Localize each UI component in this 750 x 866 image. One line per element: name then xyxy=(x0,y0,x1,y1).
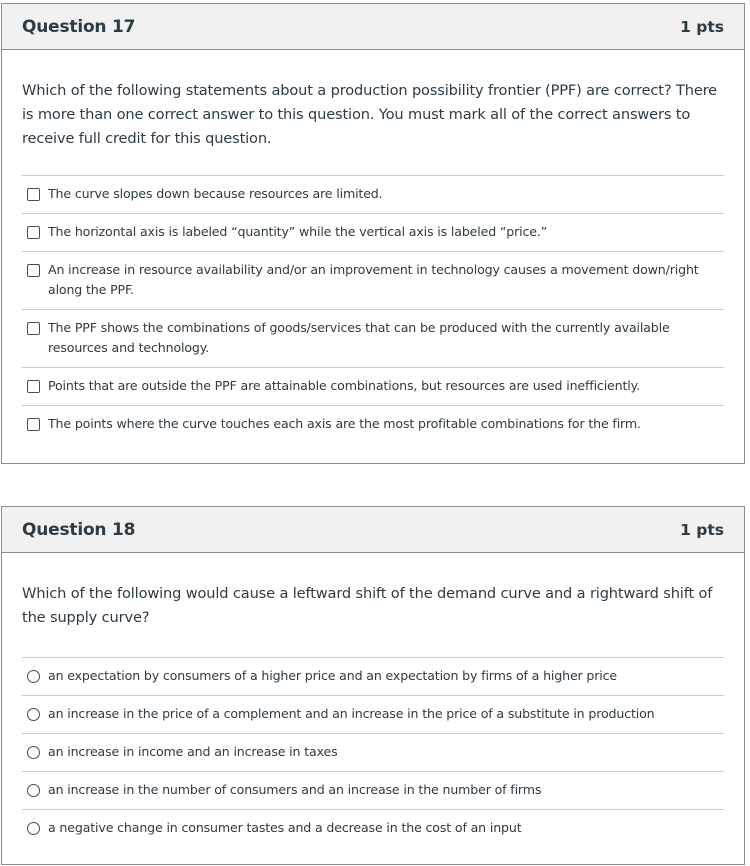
checkbox-icon[interactable] xyxy=(27,188,40,201)
checkbox-icon[interactable] xyxy=(27,226,40,239)
answer-label: an increase in income and an increase in taxes xyxy=(48,744,338,759)
question-text: Which of the following statements about a production possibility frontier (PPF) are correct? There is more than one correct answer to this question. You must mark all of the correct answers to receive full credit for this question. xyxy=(22,82,718,147)
question-points: 1 pts xyxy=(680,520,724,539)
answer-label: An increase in resource availability and/or an improvement in technology causes a movement down/right along the PPF. xyxy=(48,262,699,297)
answer-label: an increase in the number of consumers and an increase in the number of firms xyxy=(48,782,542,797)
answer-option[interactable] xyxy=(22,368,724,406)
radio-icon[interactable] xyxy=(27,746,40,759)
answer-list xyxy=(22,175,724,444)
answer-label: The curve slopes down because resources are limited. xyxy=(48,186,383,201)
question-points: 1 pts xyxy=(680,17,724,36)
answer-option[interactable] xyxy=(22,658,724,696)
answer-option[interactable] xyxy=(22,810,724,848)
checkbox-icon[interactable] xyxy=(27,322,40,335)
radio-icon[interactable] xyxy=(27,708,40,721)
question-text: Which of the following would cause a leftward shift of the demand curve and a rightward shift of the supply curve? xyxy=(22,585,713,626)
answer-option[interactable] xyxy=(22,772,724,810)
answer-label: The points where the curve touches each axis are the most profitable combinations for the firm. xyxy=(48,416,641,431)
answer-label: The PPF shows the combinations of goods/services that can be produced with the currently available resources and technology. xyxy=(48,320,670,355)
answer-label: an expectation by consumers of a higher price and an expectation by firms of a higher price xyxy=(48,668,618,683)
answer-label: an increase in the price of a complement and an increase in the price of a substitute in production xyxy=(48,706,655,721)
question-title: Question 18 xyxy=(22,519,136,540)
question-header xyxy=(2,4,744,50)
answer-option[interactable] xyxy=(22,310,724,368)
radio-icon[interactable] xyxy=(27,670,40,683)
answer-list xyxy=(22,657,724,848)
answer-label: Points that are outside the PPF are attainable combinations, but resources are used inefficiently. xyxy=(48,378,640,393)
answer-label: The horizontal axis is labeled “quantity” while the vertical axis is labeled “price.” xyxy=(48,224,548,239)
question-17-card xyxy=(1,3,745,464)
checkbox-icon[interactable] xyxy=(27,380,40,393)
radio-icon[interactable] xyxy=(27,822,40,835)
answer-option[interactable] xyxy=(22,252,724,310)
question-18-card xyxy=(1,506,745,865)
answer-option[interactable] xyxy=(22,734,724,772)
answer-option[interactable] xyxy=(22,176,724,214)
question-title: Question 17 xyxy=(22,16,136,37)
checkbox-icon[interactable] xyxy=(27,264,40,277)
answer-label: a negative change in consumer tastes and a decrease in the cost of an input xyxy=(48,820,522,835)
answer-option[interactable] xyxy=(22,214,724,252)
answer-option[interactable] xyxy=(22,696,724,734)
question-header xyxy=(2,507,744,553)
checkbox-icon[interactable] xyxy=(27,418,40,431)
answer-option[interactable] xyxy=(22,406,724,444)
radio-icon[interactable] xyxy=(27,784,40,797)
